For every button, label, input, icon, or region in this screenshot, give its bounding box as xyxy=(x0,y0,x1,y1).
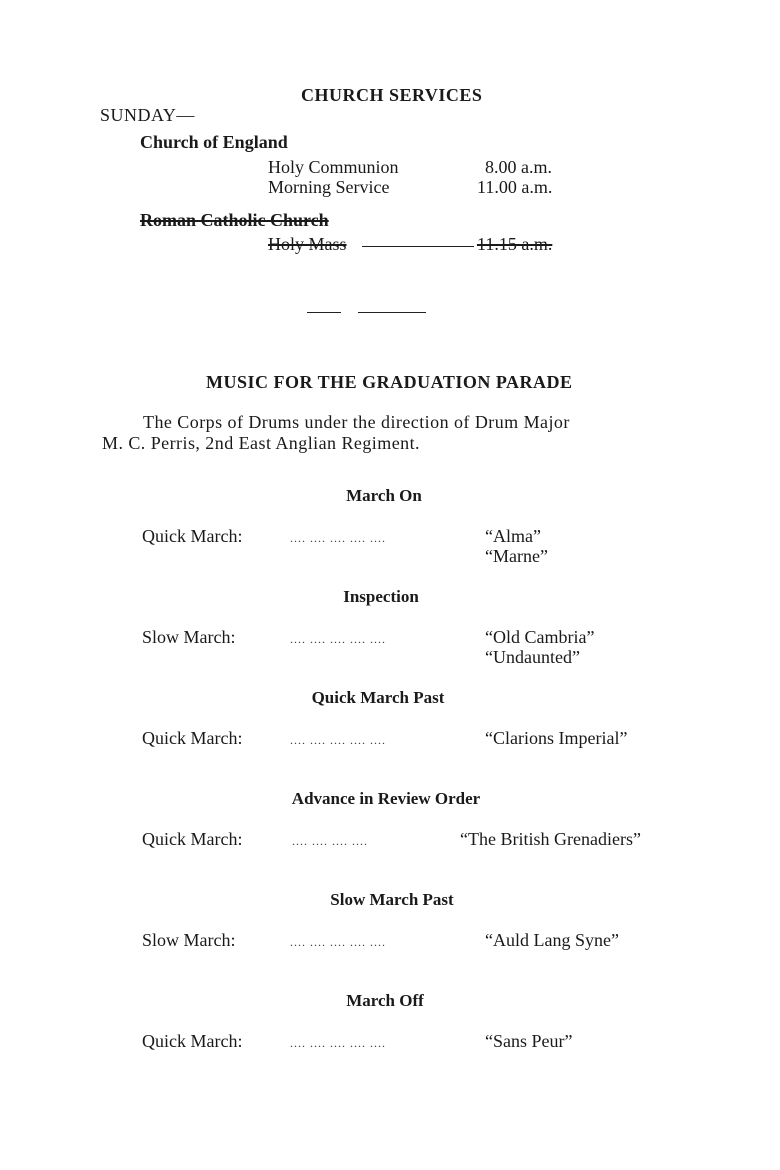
dot-leader: .... .... .... .... .... xyxy=(290,935,386,949)
section-heading: Advance in Review Order xyxy=(291,789,481,808)
service-time: 11.00 a.m. xyxy=(477,177,553,197)
church-of-england-heading: Church of England xyxy=(140,132,288,152)
service-name: Holy Mass xyxy=(268,234,347,254)
service-name: Morning Service xyxy=(268,177,390,197)
music-title: MUSIC FOR THE GRADUATION PARADE xyxy=(206,372,573,392)
service-time: 11.15 a.m. xyxy=(477,234,553,254)
march-label: Quick March: xyxy=(142,1031,243,1051)
intro-line-1: The Corps of Drums under the direction of Drum Major xyxy=(143,412,570,432)
tune-name: “Old Cambria” xyxy=(485,627,595,647)
service-time: 8.00 a.m. xyxy=(485,157,552,177)
sunday-heading: SUNDAY— xyxy=(100,105,195,125)
tune-name: “The British Grenadiers” xyxy=(460,829,641,849)
dot-leader: .... .... .... .... .... xyxy=(290,1036,386,1050)
roman-catholic-heading: Roman Catholic Church xyxy=(140,210,329,230)
tune-name: “Alma” xyxy=(485,526,541,546)
tune-name: “Auld Lang Syne” xyxy=(485,930,619,950)
struck-leader-line xyxy=(362,246,474,247)
intro-line-2: M. C. Perris, 2nd East Anglian Regiment. xyxy=(102,433,420,453)
dot-leader: .... .... .... .... xyxy=(292,834,368,848)
tune-name: “Marne” xyxy=(485,546,548,566)
march-label: Quick March: xyxy=(142,728,243,748)
divider-left xyxy=(307,312,341,313)
dot-leader: .... .... .... .... .... xyxy=(290,531,386,545)
section-heading: Slow March Past xyxy=(330,890,454,909)
section-heading: Inspection xyxy=(343,587,419,606)
church-services-title: CHURCH SERVICES xyxy=(301,85,483,105)
section-heading: Quick March Past xyxy=(311,688,445,707)
service-name: Holy Communion xyxy=(268,157,399,177)
march-label: Slow March: xyxy=(142,930,236,950)
divider-right xyxy=(358,312,426,313)
march-label: Quick March: xyxy=(142,526,243,546)
march-label: Quick March: xyxy=(142,829,243,849)
dot-leader: .... .... .... .... .... xyxy=(290,632,386,646)
section-heading: March Off xyxy=(346,991,424,1010)
tune-name: “Undaunted” xyxy=(485,647,580,667)
tune-name: “Sans Peur” xyxy=(485,1031,573,1051)
tune-name: “Clarions Imperial” xyxy=(485,728,628,748)
section-heading: March On xyxy=(346,486,422,505)
dot-leader: .... .... .... .... .... xyxy=(290,733,386,747)
march-label: Slow March: xyxy=(142,627,236,647)
